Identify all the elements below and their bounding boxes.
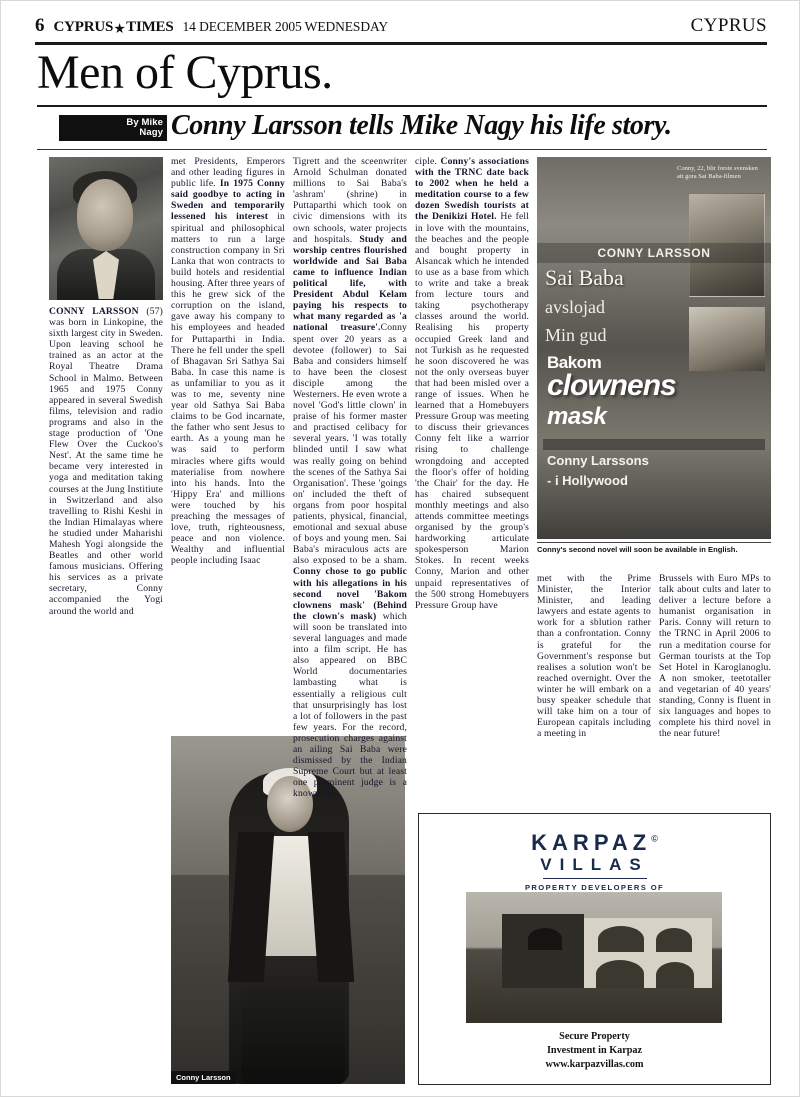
byline-line2: Nagy <box>139 127 163 138</box>
photo-caption-standing: Conny Larsson <box>171 1071 236 1084</box>
article-run-bold: Conny's associations with the TRNC date back to 2002 when he held a meditation course to a few dozen Swedish tourists at the Denikizi Hotel. <box>415 156 529 223</box>
article-run: which will soon be translated into several languages and made into a film script. He has also appeared on BBC World documentaries lambasting what is essentially a religious cult that unsurprisingly has lost a lot of followers in the past few years. For the record, prosecution charges against an ailing Sai Baba were dismissed by the Indian Supreme Court but at least one prominent judge is a known dis- <box>293 610 407 800</box>
article-run: in spiritual and philosophical matters to run a large construction company in Sri Lanka that won contracts to build hotels and residential housing. After three years of this he grew sick of the corruption on the island, gave away his company to his employees and headed for Puttaparthi in India. There he fell under the spell of Bhagavan Sri Sathya Sai Baba. In case this name is as unfamiliar to you as it was to me, seventy nine year old Sathya Sai Baba claims to be God incarnate, the father who sent Jesus to earth. As a young man he was said to perform miracles where gifts would materialise from nowhere into his hands. Into the 'Hippy Era' and millions were touched by his preaching the messages of love, truth, righteousness, peace and non violence. Wealthy and influential people including Isaac <box>171 211 285 567</box>
book-cover-line6: Bakom <box>547 353 602 372</box>
book-cover-line1: Sai Baba <box>545 265 624 290</box>
ad-tagline-1: PROPERTY DEVELOPERS OF <box>524 883 665 893</box>
advertisement-karpaz-villas[interactable] <box>418 813 771 1085</box>
photo-conny-portrait <box>49 157 163 300</box>
byline-line1: By Mike <box>126 117 163 128</box>
paper-name-right: TIMES <box>126 19 174 35</box>
article-run: He fell in love with the mountains, the beaches and the people and bought property in Alsancak which he intended to use as a base from which to write and take a break from lecture tours and taking psychotherapy classes around the world. Realising his property occupied Greek land and not Turkish as he requested he soon discovered he was not the only overseas buyer that had been misled over a range of issues. When he learned that a Homebuyers Pressure Group was meeting to discuss their grievances Conny felt like a warrior rising to challenge wrongdoing and accepted the floor's offer of holding 'the Chair' for the day. He has chaired subsequent monthly meetings and also attends committee meetings organised by the group's hardworking articulate spokesperson Marion Stokes. In recent weeks Conny, Marion and other unpaid representatives of the 500 strong Homebuyers Pressure Group have <box>415 211 530 611</box>
book-cover-line3: Min gud <box>545 325 607 345</box>
article-run: met Presidents, Emperors and other leading figures in public life. <box>171 156 285 190</box>
ad-arch-3 <box>596 960 644 988</box>
article-subhead: Conny Larsson tells Mike Nagy his life story. <box>171 110 672 141</box>
article-column-6 <box>659 573 771 739</box>
article-run: Brussels with Euro MPs to talk about cults and later to deliver a lecture before a humanist organisation in Paris. Conny will return to the TRNC in April 2006 to run a meditation course for German tourists at the Top Set Hotel in Karoglanoglu. <box>659 573 771 673</box>
book-cover-line2: avslojad <box>545 297 605 317</box>
book-cover-inset-photo-2 <box>689 307 765 371</box>
article-run: ciple. <box>415 156 437 167</box>
title-rule <box>37 105 767 107</box>
ad-footer-line3[interactable]: www.karpazvillas.com <box>545 1059 644 1070</box>
article-column-2 <box>171 156 285 566</box>
photo-legs <box>241 976 345 1084</box>
article-run-bold: In 1975 Conny said goodbye to acting in Sweden and temporarily lessened his interest <box>171 178 285 223</box>
ad-footer-line2: Investment in Karpaz <box>546 1045 643 1056</box>
ad-arch-2 <box>656 928 692 952</box>
article-paragraph <box>293 156 407 799</box>
article-run-bold: Conny chose to go public with his allegations in his second novel 'Bakom clownens mask' (Behind the clown's mask) <box>293 566 407 622</box>
photo-caption-book: Conny's second novel will soon be available in English. <box>537 542 771 555</box>
article-run: A non smoker, teetotaller and vegetarian of 40 years' standing, Conny is fluent in six languages and hopes to complete his third novel in the near future! <box>659 672 771 740</box>
issue-date: 14 DECEMBER 2005 WEDNESDAY <box>182 19 389 34</box>
ad-footer <box>419 1030 770 1072</box>
article-run: met with the Prime Minister, the Interior Minister, and leading lawyers and estate agents to work for a sblution rather than a confrontation. <box>537 573 651 640</box>
book-cover-strip <box>543 439 765 450</box>
ad-brand-word: KARPAZ <box>531 830 652 855</box>
masthead <box>35 16 767 38</box>
page-title: Men of Cyprus. <box>37 46 333 99</box>
article-column-1 <box>49 306 163 617</box>
book-cover-line11: - i Hollywood <box>547 473 628 488</box>
article-run: Conny spent over 20 years as a devotee (follower) to Sai Baba and considers himself to have been the closest disciple among the Westerners. He even wrote a novel 'God's little clown' in praise of his former master and practised celibacy for several years. 'I was totally blinded until I saw what was really going on behind the scenes of the Sathya Sai Organisation'. These 'goings on' included the theft of organs from poor hospital patients, physical, financial, emotional and sexual abuse of boys and young men. Sai Baba's miraculous acts are also exposed to be a sham. <box>293 322 407 567</box>
ad-arch-4 <box>656 962 694 988</box>
article-column-3 <box>293 156 407 799</box>
photo-book-cover <box>537 157 771 539</box>
ad-brand-line2: VILLAS <box>540 855 649 874</box>
article-run: Conny is grateful for the Government's response but realises a solution won't be reached overnight. <box>537 628 651 684</box>
article-run: (57) was born in Linkopine, the sixth largest city in Sweden. Upon leaving school he trained as an actor at the Royal Theatre Drama School in Malmo. Between 1965 and 1975 Conny appeared in several Swedish films, television and radio programs and also in the stage production of 'One Flew Over the Cuckoo's Nest'. At the same time he became very interested in yoga and meditation taking courses at the Jung Institiute in Switzerland and also travelling to Rishi Keshi in the Indian Himalayas where he studied under Maharishi Mahesh Yogi alongside the Beatles and other world famous musicians. Offering his services as a private secretary, Conny accompanied the Yogi around the world and <box>49 306 163 617</box>
ad-footer-line1: Secure Property <box>559 1031 630 1042</box>
paper-name-left: CYPRUS <box>53 19 114 35</box>
article-column-5 <box>537 573 651 739</box>
book-cover-author: CONNY LARSSON <box>537 243 771 263</box>
subhead-rule <box>37 149 767 150</box>
article-paragraph <box>537 573 651 739</box>
section-label: CYPRUS <box>690 15 767 36</box>
portrait-face <box>77 179 133 251</box>
article-column-4 <box>415 156 529 611</box>
article-run: Tigrett and the sceenwriter Arnold Schulman donated millions to Sai Baba's 'ashram' (shrine) in Puttaparthi which took on civic dimensions with its own schools, water projects and hospitals. <box>293 156 407 245</box>
book-cover-line9: Conny Larssons <box>547 453 649 468</box>
ad-divider <box>543 878 647 879</box>
article-paragraph <box>659 573 771 739</box>
article-run: Over the winter he will embark on a busy speaker schedule that will take him on a tour of European capitals including a meeting in <box>537 672 651 740</box>
book-cover-line8: mask <box>547 403 607 430</box>
article-run-bold: Study and worship centres flourished worldwide and Sai Baba came to influence Indian political life, with President Abdul Kelam paying his respects to what many regarded as 'a national treasure'. <box>293 233 407 334</box>
article-paragraph <box>49 306 163 617</box>
page-number: 6 <box>35 15 45 36</box>
byline-badge <box>59 115 167 141</box>
article-paragraph <box>415 156 529 611</box>
book-cover-topnote: Conny, 22, blir forste svensken att gora Sai Baba-filmen <box>677 165 758 180</box>
ad-villa-left-block <box>502 914 584 988</box>
ad-brand-line1 <box>419 830 770 856</box>
ad-brand-copyright: © <box>651 833 658 844</box>
ad-arch-5 <box>528 928 562 950</box>
article-run-bold: CONNY LARSSON <box>49 306 139 317</box>
book-cover-line7: clownens <box>547 369 676 402</box>
ad-arch-1 <box>598 926 644 952</box>
article-paragraph <box>171 156 285 566</box>
paper-name <box>54 19 174 36</box>
ad-villa-photo <box>466 892 722 1023</box>
star-icon <box>114 23 125 34</box>
